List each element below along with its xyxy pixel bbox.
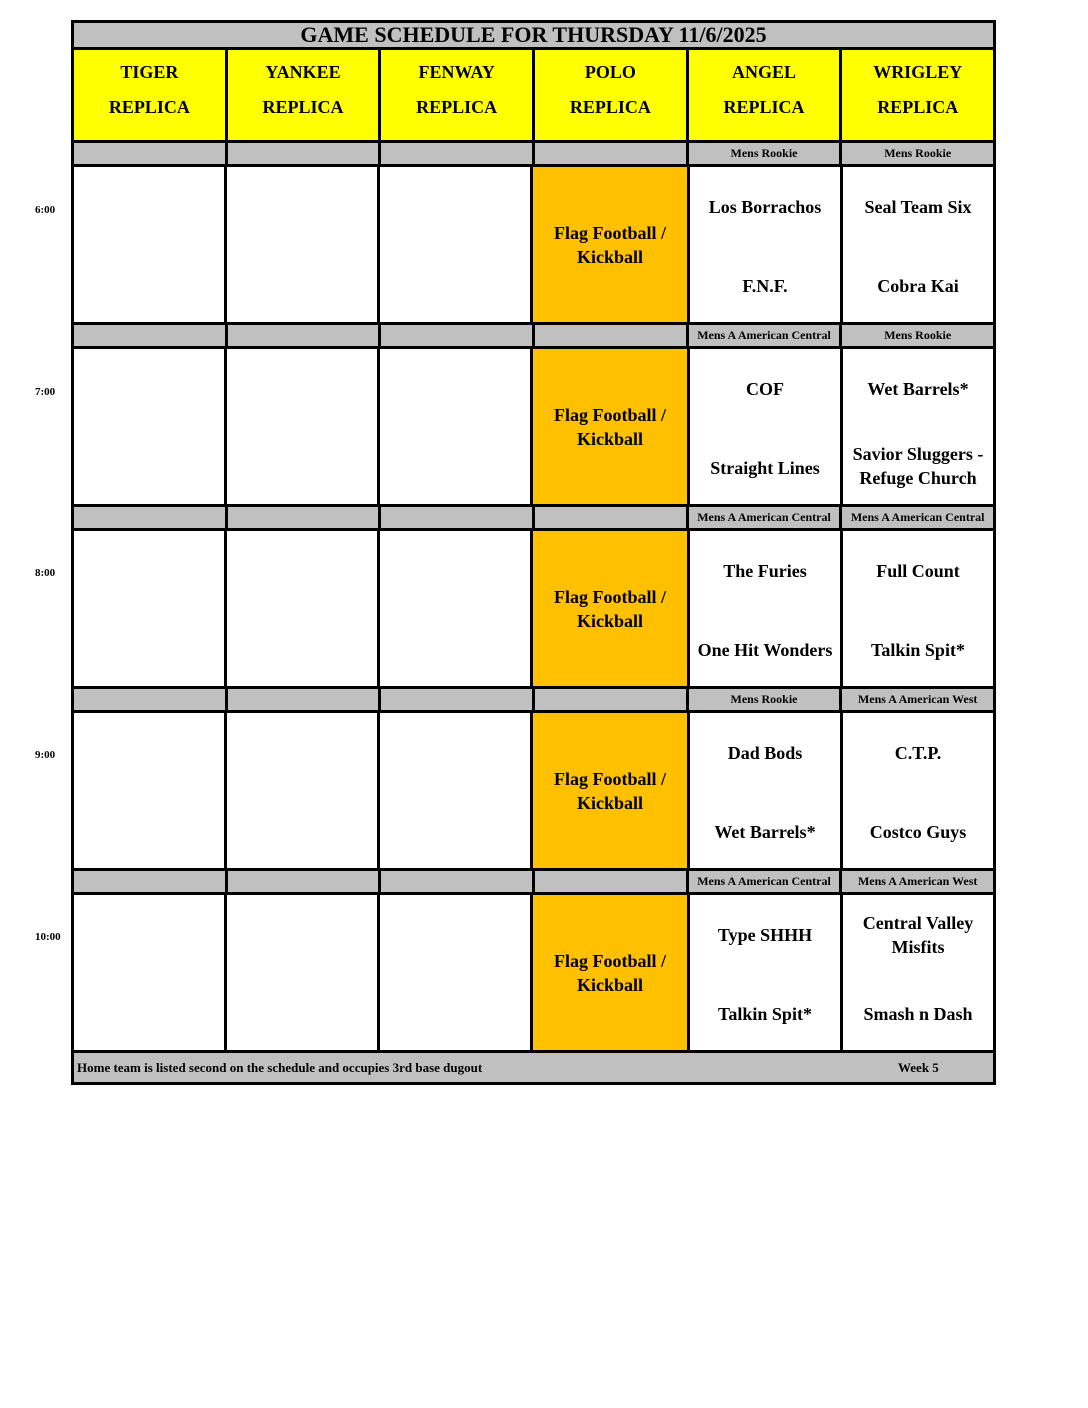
time-label: 8:00 xyxy=(35,567,56,579)
division-row xyxy=(71,325,996,349)
division-cell xyxy=(225,689,379,710)
division-cell xyxy=(532,143,686,164)
division-cell xyxy=(74,871,225,892)
event-label: Flag Football / Kickball xyxy=(554,586,666,631)
field-name: YANKEE xyxy=(265,62,341,82)
game-row xyxy=(71,167,996,325)
division-cell: Mens Rookie xyxy=(839,143,993,164)
field-sub: REPLICA xyxy=(108,97,190,117)
week-label: Week 5 xyxy=(898,1059,939,1075)
time-label: 6:00 xyxy=(35,204,56,216)
home-team: F.N.F. xyxy=(742,276,788,296)
home-team: Smash n Dash xyxy=(863,1004,973,1024)
time-label: 9:00 xyxy=(35,749,56,761)
field-name: ANGEL xyxy=(732,62,797,82)
empty-game-cell xyxy=(224,167,377,322)
event-label: Flag Football / Kickball xyxy=(554,950,666,995)
away-team: C.T.P. xyxy=(894,743,942,763)
division-cell xyxy=(74,143,225,164)
polo-event-cell xyxy=(530,531,687,686)
empty-game-cell xyxy=(377,713,530,868)
division-cell xyxy=(225,143,379,164)
game-row xyxy=(71,713,996,871)
home-team-note: Home team is listed second on the schedule and occupies 3rd base dugout xyxy=(77,1059,483,1075)
division-cell: Mens Rookie xyxy=(686,689,840,710)
away-team: Seal Team Six xyxy=(864,197,972,217)
division-cell xyxy=(74,507,225,528)
home-team: Talkin Spit* xyxy=(718,1004,812,1024)
event-label: Flag Football / Kickball xyxy=(554,404,666,449)
empty-game-cell xyxy=(224,895,377,1050)
schedule-table xyxy=(71,20,996,1085)
empty-game-cell xyxy=(74,531,224,686)
field-name: WRIGLEY xyxy=(873,62,963,82)
away-team: Full Count xyxy=(876,561,960,581)
division-cell: Mens Rookie xyxy=(839,325,993,346)
division-cell xyxy=(225,325,379,346)
away-team: Wet Barrels* xyxy=(867,379,969,399)
field-sub: REPLICA xyxy=(877,97,959,117)
angel-game-cell xyxy=(687,531,840,686)
away-team: Dad Bods xyxy=(727,743,803,763)
game-row xyxy=(71,895,996,1053)
division-cell xyxy=(378,143,532,164)
division-cell: Mens Rookie xyxy=(686,143,840,164)
home-team: Cobra Kai xyxy=(877,276,959,296)
division-cell xyxy=(378,507,532,528)
field-sub: REPLICA xyxy=(569,97,651,117)
wrigley-game-cell xyxy=(840,531,993,686)
home-team: Wet Barrels* xyxy=(714,822,816,842)
game-row xyxy=(71,531,996,689)
division-cell xyxy=(225,871,379,892)
field-sub: REPLICA xyxy=(416,97,498,117)
empty-game-cell xyxy=(74,167,224,322)
division-cell xyxy=(225,507,379,528)
division-row xyxy=(71,143,996,167)
division-cell xyxy=(378,689,532,710)
home-team: Talkin Spit* xyxy=(871,640,965,660)
event-label: Flag Football / Kickball xyxy=(554,768,666,813)
home-team: Costco Guys xyxy=(869,822,967,842)
field-header-yankee xyxy=(225,50,379,140)
field-header-polo xyxy=(532,50,686,140)
field-name: FENWAY xyxy=(418,62,495,82)
empty-game-cell xyxy=(377,167,530,322)
division-cell: Mens A American Central xyxy=(839,507,993,528)
division-row xyxy=(71,507,996,531)
field-sub: REPLICA xyxy=(723,97,805,117)
home-team: Savior Sluggers - Refuge Church xyxy=(852,444,984,488)
angel-game-cell xyxy=(687,167,840,322)
empty-game-cell xyxy=(224,531,377,686)
field-header-row xyxy=(71,50,996,143)
division-cell xyxy=(532,871,686,892)
angel-game-cell xyxy=(687,895,840,1050)
division-cell xyxy=(74,689,225,710)
polo-event-cell xyxy=(530,167,687,322)
field-header-wrigley xyxy=(839,50,993,140)
away-team: The Furies xyxy=(723,561,807,581)
event-label: Flag Football / Kickball xyxy=(554,222,666,267)
division-cell xyxy=(378,871,532,892)
wrigley-game-cell xyxy=(840,167,993,322)
field-name: TIGER xyxy=(120,62,179,82)
empty-game-cell xyxy=(74,349,224,504)
away-team: Type SHHH xyxy=(717,925,813,945)
away-team: COF xyxy=(746,379,784,399)
empty-game-cell xyxy=(224,349,377,504)
angel-game-cell xyxy=(687,349,840,504)
division-cell: Mens A American Central xyxy=(686,325,840,346)
field-header-fenway xyxy=(378,50,532,140)
game-row xyxy=(71,349,996,507)
division-cell xyxy=(378,325,532,346)
empty-game-cell xyxy=(377,895,530,1050)
polo-event-cell xyxy=(530,713,687,868)
field-header-tiger xyxy=(74,50,225,140)
division-cell xyxy=(532,689,686,710)
time-label: 10:00 xyxy=(35,931,61,943)
away-team: Central Valley Misfits xyxy=(862,913,974,957)
empty-game-cell xyxy=(224,713,377,868)
home-team: One Hit Wonders xyxy=(697,640,833,660)
polo-event-cell xyxy=(530,349,687,504)
division-cell xyxy=(532,325,686,346)
division-cell: Mens A American Central xyxy=(686,871,840,892)
polo-event-cell xyxy=(530,895,687,1050)
wrigley-game-cell xyxy=(840,895,993,1050)
time-label: 7:00 xyxy=(35,386,56,398)
home-team: Straight Lines xyxy=(710,458,820,478)
division-row xyxy=(71,871,996,895)
wrigley-game-cell xyxy=(840,349,993,504)
division-cell: Mens A American West xyxy=(839,689,993,710)
angel-game-cell xyxy=(687,713,840,868)
division-cell xyxy=(74,325,225,346)
schedule-title: GAME SCHEDULE FOR THURSDAY 11/6/2025 xyxy=(71,20,996,50)
empty-game-cell xyxy=(377,349,530,504)
away-team: Los Borrachos xyxy=(708,197,822,217)
field-header-angel xyxy=(686,50,840,140)
division-cell: Mens A American West xyxy=(839,871,993,892)
division-cell xyxy=(532,507,686,528)
empty-game-cell xyxy=(377,531,530,686)
wrigley-game-cell xyxy=(840,713,993,868)
schedule-footer xyxy=(71,1053,996,1085)
field-sub: REPLICA xyxy=(262,97,344,117)
division-row xyxy=(71,689,996,713)
empty-game-cell xyxy=(74,713,224,868)
field-name: POLO xyxy=(584,62,636,82)
division-cell: Mens A American Central xyxy=(686,507,840,528)
empty-game-cell xyxy=(74,895,224,1050)
